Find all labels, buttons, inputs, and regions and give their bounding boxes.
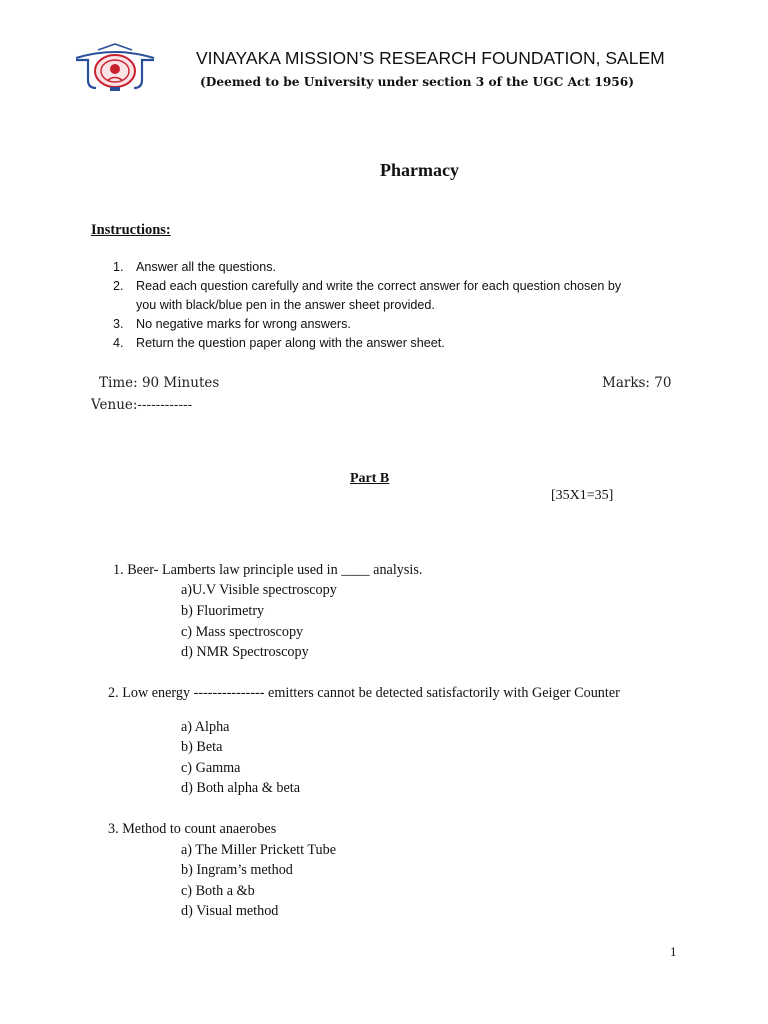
instructions-heading: Instructions: — [91, 222, 171, 238]
question-option: a)U.V Visible spectroscopy — [181, 582, 337, 598]
question-option: c) Gamma — [181, 760, 241, 776]
university-logo — [74, 42, 156, 94]
instruction-text: Answer all the questions. — [136, 260, 277, 274]
exam-marks: Marks: 70 — [602, 375, 672, 391]
question-option: a) Alpha — [181, 719, 230, 735]
question-text: 3. Method to count anaerobes — [108, 821, 277, 837]
instruction-number: 2. — [113, 279, 124, 293]
part-marks-scheme: [35X1=35] — [551, 488, 614, 503]
instruction-number: 1. — [113, 260, 124, 274]
question-option: c) Mass spectroscopy — [181, 624, 304, 640]
part-title: Part B — [350, 471, 390, 486]
university-name: VINAYAKA MISSION’S RESEARCH FOUNDATION, SALEM — [196, 48, 665, 68]
instruction-text: Read each question carefully and write the correct answer for each question chosen by — [136, 279, 622, 293]
question-option: d) Both alpha & beta — [181, 780, 300, 796]
exam-time: Time: 90 Minutes — [99, 375, 220, 391]
university-seal-icon — [74, 42, 156, 94]
question-option: c) Both a &b — [181, 883, 255, 899]
subject-title: Pharmacy — [380, 160, 459, 180]
instruction-text-continued: you with black/blue pen in the answer sheet provided. — [136, 298, 435, 312]
question-text: 2. Low energy --------------- emitters cannot be detected satisfactorily with Geiger Counter — [108, 685, 620, 701]
question-option: b) Fluorimetry — [181, 603, 265, 619]
page-number: 1 — [670, 944, 677, 959]
instruction-text: Return the question paper along with the answer sheet. — [136, 336, 445, 350]
exam-venue: Venue:------------ — [91, 397, 193, 413]
instruction-text: No negative marks for wrong answers. — [136, 317, 351, 331]
university-subtitle: (Deemed to be University under section 3 of the UGC Act 1956) — [200, 75, 635, 89]
question-text: 1. Beer- Lamberts law principle used in ____ analysis. — [113, 562, 423, 578]
question-option: d) NMR Spectroscopy — [181, 644, 309, 660]
question-option: d) Visual method — [181, 903, 279, 919]
question-option: b) Beta — [181, 739, 223, 755]
question-option: a) The Miller Prickett Tube — [181, 842, 336, 858]
instruction-number: 3. — [113, 317, 124, 331]
question-option: b) Ingram’s method — [181, 862, 293, 878]
instruction-number: 4. — [113, 336, 124, 350]
